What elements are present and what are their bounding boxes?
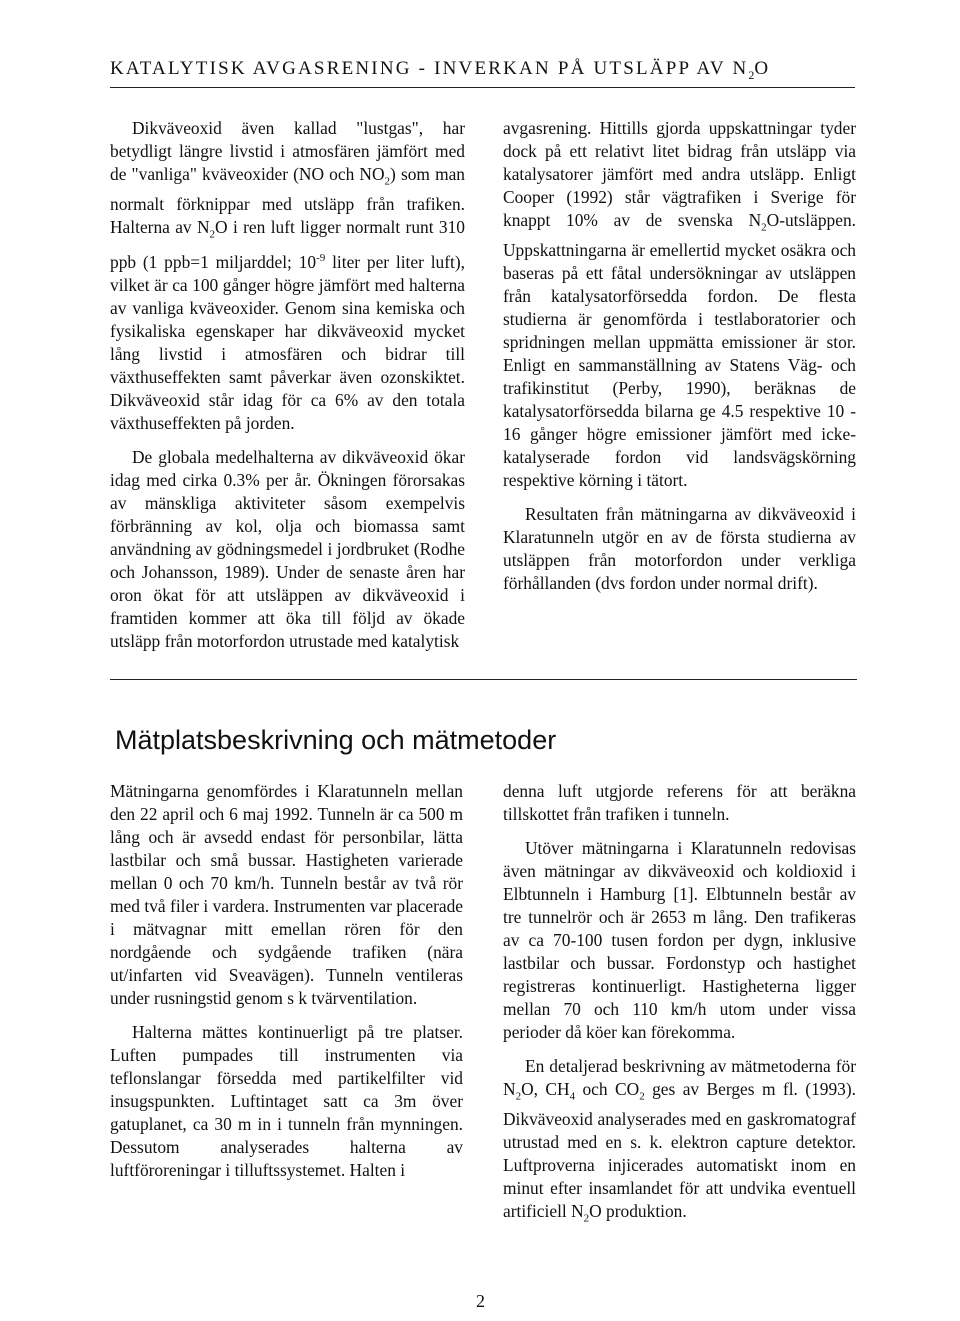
section-divider	[110, 679, 857, 680]
method-left-column	[110, 780, 463, 1193]
method-paragraph-3: denna luft utgjorde referens för att beräkna tillskottet från trafiken i tunneln.	[503, 781, 856, 824]
running-title-end: O	[754, 58, 771, 79]
section-heading: Mätplatsbeskrivning och mätmetoder	[115, 725, 557, 755]
intro-right-column	[503, 117, 856, 606]
method-right-column	[503, 780, 856, 1242]
intro-left-column	[110, 117, 465, 664]
method-paragraph-2: Halterna mättes kontinuerligt på tre platser. Luften pumpades till instrumenten via teflonslangar försedda med partikelfilter vid insugspunkten. Luftintaget satt ca 3m över gatuplanet, ca 30 m in i tunneln från mynningen. Dessutom analyserades halterna av luftföroreningar i tilluftssystemet. Halten i	[110, 1022, 463, 1180]
page-number: 2	[476, 1291, 485, 1311]
running-title: KATALYTISK AVGASRENING - INVERKAN PÅ UTSLÄPP AV N	[110, 58, 749, 79]
method-paragraph-5: En detaljerad beskrivning av mätmetoderna för $N_2O$, $CH_4$ och $CO_2$ ges av Berges m fl. (1993). Dikväveoxid analyserades med en gaskromatograf utrustad med en s. k. elektron capture detektor. Luftproverna injicerades automatiskt inom en minut efter insamlandet för att undvika eventuell artificiell $N_2O$ produktion.	[503, 1056, 857, 1225]
intro-paragraph-1: Dikväveoxid även kallad "lustgas", har betydligt längre livstid i atmosfären jämfört med de "vanliga" kväveoxider (NO och $NO_2$) som man normalt förknippar med utsläpp från trafiken. Halterna av $N_2O$ i ren luft ligger normalt runt 310 ppb (1 ppb=1 miljarddel; $10^{-9}$ liter per liter luft), vilket är ca 100 gånger högre jämfört med halterna av vanliga kväveoxider. Genom sina kemiska och fysikaliska egenskaper har dikväveoxid mycket lång livstid i atmosfären och bidrar till växthuseffekten samt påverkar även ozonskiktet. Dikväveoxid står idag för ca 6% av den totala växthuseffekten på jorden.	[110, 118, 466, 433]
method-paragraph-4: Utöver mätningarna i Klaratunneln redovisas även mätningar av dikväveoxid och koldioxid i Elbtunneln i Hamburg [1]. Elbtunneln består av tre tunnelrör och är 2653 m lång. Den trafikeras av ca 70-100 tusen fordon per dygn, inklusive lastbilar och bussar. Fordonstyp och hastighet registreras kontinuerligt. Hastigheterna ligger mellan 70 och 110 km/h utom under vissa perioder då köer kan förekomma.	[503, 838, 856, 1042]
intro-paragraph-2: De globala medelhalterna av dikväveoxid ökar idag med cirka 0.3% per år. Ökningen förorsakas av mänskliga aktiviteter såsom exempelvis förbränning av kol, olja och biomassa samt användning av gödningsmedel i jordbruket (Rodhe och Johansson, 1989). Under de senaste åren har oron ökat för att utsläppen av dikväveoxid i framtiden kommer att öka till följd av ökade utsläpp från motorfordon utrustade med katalytisk	[110, 446, 465, 651]
method-paragraph-1: Mätningarna genomfördes i Klaratunneln mellan den 22 april och 6 maj 1992. Tunneln är ca 500 m lång och är avsedd endast för personbilar, lätta lastbilar och små bussar. Hastigheten varierade mellan 0 och 70 km/h. Tunneln består av två rör med två filer i vardera. Instrumenten var placerade i mätvagnar mitt emellan rören för den nordgående och sydgående trafiken (nära ut/infarten vid Sveavägen). Tunneln ventileras under rusningstid genom s k tvärventilation.	[110, 781, 463, 1008]
intro-paragraph-3: avgasrening. Hittills gjorda uppskattningar tyder dock på ett relativt litet bidrag från utsläpp via katalysatorer jämfört med andra utsläpp. Enligt Cooper (1992) står vägtrafiken i Sverige för knappt 10% av de svenska $N_2O$-utsläppen. Uppskattningarna är emellertid mycket osäkra och baseras på ett fåtal undersökningar av utsläppen från katalysatorförsedda fordon. De flesta studierna är genomförda i testlaboratorier och spridningen mellan uppmätta emissioner är stor. Enligt en sammanställning av Statens Väg- och trafikinstitut (Perby, 1990), beräknas de katalysatorförsedda bilarna ge 4.5 respektive 10 - 16 gånger högre emissioner jämfört med icke-katalyserade fordon vid landsvägskörning respektive körning i tätort.	[503, 118, 856, 491]
running-title-subscript: 2	[748, 67, 755, 82]
intro-paragraph-4: Resultaten från mätningarna av dikväveoxid i Klaratunneln utgör en av de första studierna av utsläppen från motorfordon under verkliga förhållanden (dvs fordon under normal drift).	[503, 504, 856, 594]
running-header	[110, 58, 855, 88]
